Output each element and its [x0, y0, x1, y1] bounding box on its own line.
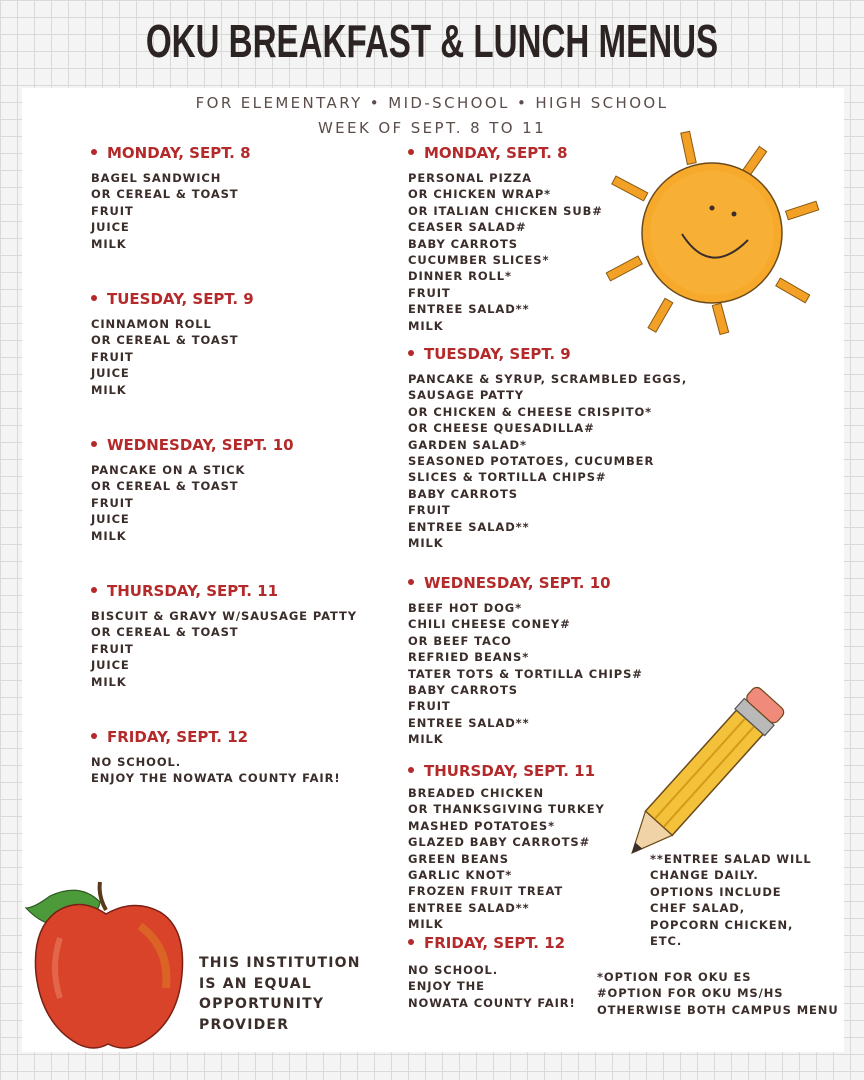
- statement-line: OPPORTUNITY: [199, 996, 325, 1012]
- bullet-icon: [408, 350, 414, 356]
- bullet-icon: [408, 939, 414, 945]
- list-item: MILK: [408, 732, 444, 747]
- list-item: JUICE: [91, 512, 130, 527]
- list-item: FRUIT: [91, 203, 134, 218]
- list-item: MILK: [91, 236, 127, 251]
- legend-line: #OPTION FOR OKU MS/HS: [597, 986, 784, 1001]
- bullet-icon: [91, 149, 97, 155]
- lunch-tuesday: [408, 345, 687, 551]
- list-item: OR CEREAL & TOAST: [91, 187, 239, 202]
- page-title: OKU BREAKFAST & LUNCH MENUS: [145, 15, 719, 67]
- list-item: NO SCHOOL.: [408, 963, 498, 977]
- subtitle-week: WEEK OF SEPT. 8 TO 11: [317, 119, 547, 137]
- day-heading: MONDAY, SEPT. 8: [408, 144, 603, 162]
- pencil-icon: [600, 672, 810, 872]
- list-item: BABY CARROTS: [408, 683, 518, 698]
- bullet-icon: [91, 733, 97, 739]
- list-item: GLAZED BABY CARROTS#: [408, 835, 591, 850]
- list-item: OR CEREAL & TOAST: [91, 333, 239, 348]
- day-heading: WEDNESDAY, SEPT. 10: [408, 574, 643, 592]
- day-heading: WEDNESDAY, SEPT. 10: [91, 436, 294, 454]
- list-item: JUICE: [91, 658, 130, 673]
- day-heading: MONDAY, SEPT. 8: [91, 144, 251, 162]
- list-item: BREADED CHICKEN: [408, 786, 545, 800]
- bullet-icon: [91, 587, 97, 593]
- note-line: **ENTREE SALAD WILL: [650, 852, 812, 866]
- statement-line: IS AN EQUAL: [199, 975, 312, 992]
- breakfast-monday: [91, 144, 251, 252]
- list-item: CINNAMON ROLL: [91, 317, 212, 331]
- list-item: SAUSAGE PATTY: [408, 388, 525, 403]
- legend-line: OTHERWISE BOTH CAMPUS MENU: [597, 1002, 839, 1017]
- list-item: ENTREE SALAD**: [408, 519, 530, 534]
- menu-items: [408, 785, 605, 933]
- bullet-icon: [408, 149, 414, 155]
- list-item: FRUIT: [91, 349, 134, 364]
- list-item: FRUIT: [408, 503, 451, 518]
- list-item: ENJOY THE: [408, 979, 485, 994]
- day-heading: TUESDAY, SEPT. 9: [91, 290, 254, 308]
- menu-items: [91, 170, 251, 252]
- list-item: JUICE: [91, 366, 130, 381]
- list-item: BABY CARROTS: [408, 486, 518, 501]
- list-item: MILK: [91, 674, 127, 689]
- list-item: FRUIT: [408, 699, 451, 714]
- list-item: PANCAKE & SYRUP, SCRAMBLED EGGS,: [408, 372, 688, 386]
- list-item: ENTREE SALAD**: [408, 302, 530, 317]
- note-line: CHEF SALAD,: [650, 901, 746, 916]
- statement-line: THIS INSTITUTION: [199, 955, 361, 971]
- list-item: CHILI CHEESE CONEY#: [408, 617, 571, 632]
- menu-items: [91, 754, 341, 787]
- legend-line: *OPTION FOR OKU ES: [597, 970, 752, 984]
- option-legend: [597, 969, 839, 1018]
- list-item: BISCUIT & GRAVY W/SAUSAGE PATTY: [91, 609, 358, 623]
- list-item: SLICES & TORTILLA CHIPS#: [408, 470, 607, 485]
- menu-items: [408, 170, 603, 334]
- list-item: OR THANKSGIVING TURKEY: [408, 802, 605, 817]
- list-item: FRUIT: [91, 641, 134, 656]
- list-item: PANCAKE ON A STICK: [91, 463, 246, 477]
- note-line: OPTIONS INCLUDE: [650, 884, 782, 899]
- list-item: MILK: [91, 382, 127, 397]
- menu-items: [408, 962, 576, 1011]
- equal-opportunity-statement: [199, 953, 361, 1035]
- breakfast-wednesday: [91, 436, 294, 544]
- list-item: MILK: [91, 528, 127, 543]
- list-item: OR ITALIAN CHICKEN SUB#: [408, 203, 603, 218]
- list-item: CEASER SALAD#: [408, 220, 527, 235]
- list-item: DINNER ROLL*: [408, 269, 512, 284]
- statement-line: PROVIDER: [199, 1016, 290, 1033]
- note-line: POPCORN CHICKEN,: [650, 917, 794, 932]
- list-item: GREEN BEANS: [408, 851, 509, 866]
- list-item: GARLIC KNOT*: [408, 868, 513, 883]
- bullet-icon: [408, 767, 414, 773]
- list-item: ENTREE SALAD**: [408, 715, 530, 730]
- list-item: OR CHICKEN & CHEESE CRISPITO*: [408, 404, 653, 419]
- note-line: ETC.: [650, 934, 683, 949]
- list-item: BEEF HOT DOG*: [408, 601, 523, 615]
- list-item: NO SCHOOL.: [91, 755, 181, 769]
- subtitle-schools: FOR ELEMENTARY • MID-SCHOOL • HIGH SCHOOL: [195, 94, 669, 112]
- bullet-icon: [91, 295, 97, 301]
- menu-items: [408, 371, 687, 551]
- day-heading: FRIDAY, SEPT. 12: [408, 934, 576, 952]
- breakfast-friday: [91, 728, 341, 787]
- day-heading: TUESDAY, SEPT. 9: [408, 345, 687, 363]
- list-item: OR CHEESE QUESADILLA#: [408, 421, 595, 436]
- list-item: GARDEN SALAD*: [408, 437, 527, 452]
- apple-icon: [20, 878, 195, 1056]
- day-heading: FRIDAY, SEPT. 12: [91, 728, 341, 746]
- lunch-friday: [408, 934, 576, 1011]
- list-item: MILK: [408, 318, 444, 333]
- list-item: FROZEN FRUIT TREAT: [408, 884, 564, 899]
- menu-items: [91, 608, 357, 690]
- list-item: ENTREE SALAD**: [408, 900, 530, 915]
- sun-icon: [600, 128, 820, 338]
- lunch-thursday: [408, 762, 605, 933]
- list-item: FRUIT: [91, 495, 134, 510]
- day-heading: THURSDAY, SEPT. 11: [91, 582, 357, 600]
- list-item: FRUIT: [408, 285, 451, 300]
- list-item: OR CEREAL & TOAST: [91, 479, 239, 494]
- list-item: MASHED POTATOES*: [408, 818, 555, 833]
- lunch-monday: [408, 144, 603, 334]
- breakfast-thursday: [91, 582, 357, 690]
- list-item: SEASONED POTATOES, CUCUMBER: [408, 454, 655, 469]
- list-item: MILK: [408, 536, 444, 551]
- list-item: BAGEL SANDWICH: [91, 171, 222, 185]
- breakfast-tuesday: [91, 290, 254, 398]
- menu-items: [91, 462, 294, 544]
- list-item: OR CHICKEN WRAP*: [408, 187, 552, 202]
- list-item: BABY CARROTS: [408, 236, 518, 251]
- list-item: REFRIED BEANS*: [408, 650, 530, 665]
- list-item: ENJOY THE NOWATA COUNTY FAIR!: [91, 771, 341, 786]
- list-item: JUICE: [91, 220, 130, 235]
- list-item: NOWATA COUNTY FAIR!: [408, 995, 576, 1010]
- day-heading: THURSDAY, SEPT. 11: [408, 762, 605, 780]
- list-item: OR BEEF TACO: [408, 633, 512, 648]
- note-line: CHANGE DAILY.: [650, 868, 759, 883]
- list-item: OR CEREAL & TOAST: [91, 625, 239, 640]
- list-item: PERSONAL PIZZA: [408, 171, 532, 185]
- bullet-icon: [408, 579, 414, 585]
- list-item: CUCUMBER SLICES*: [408, 253, 550, 268]
- menu-items: [91, 316, 254, 398]
- list-item: TATER TOTS & TORTILLA CHIPS#: [408, 666, 643, 681]
- bullet-icon: [91, 441, 97, 447]
- list-item: MILK: [408, 917, 444, 932]
